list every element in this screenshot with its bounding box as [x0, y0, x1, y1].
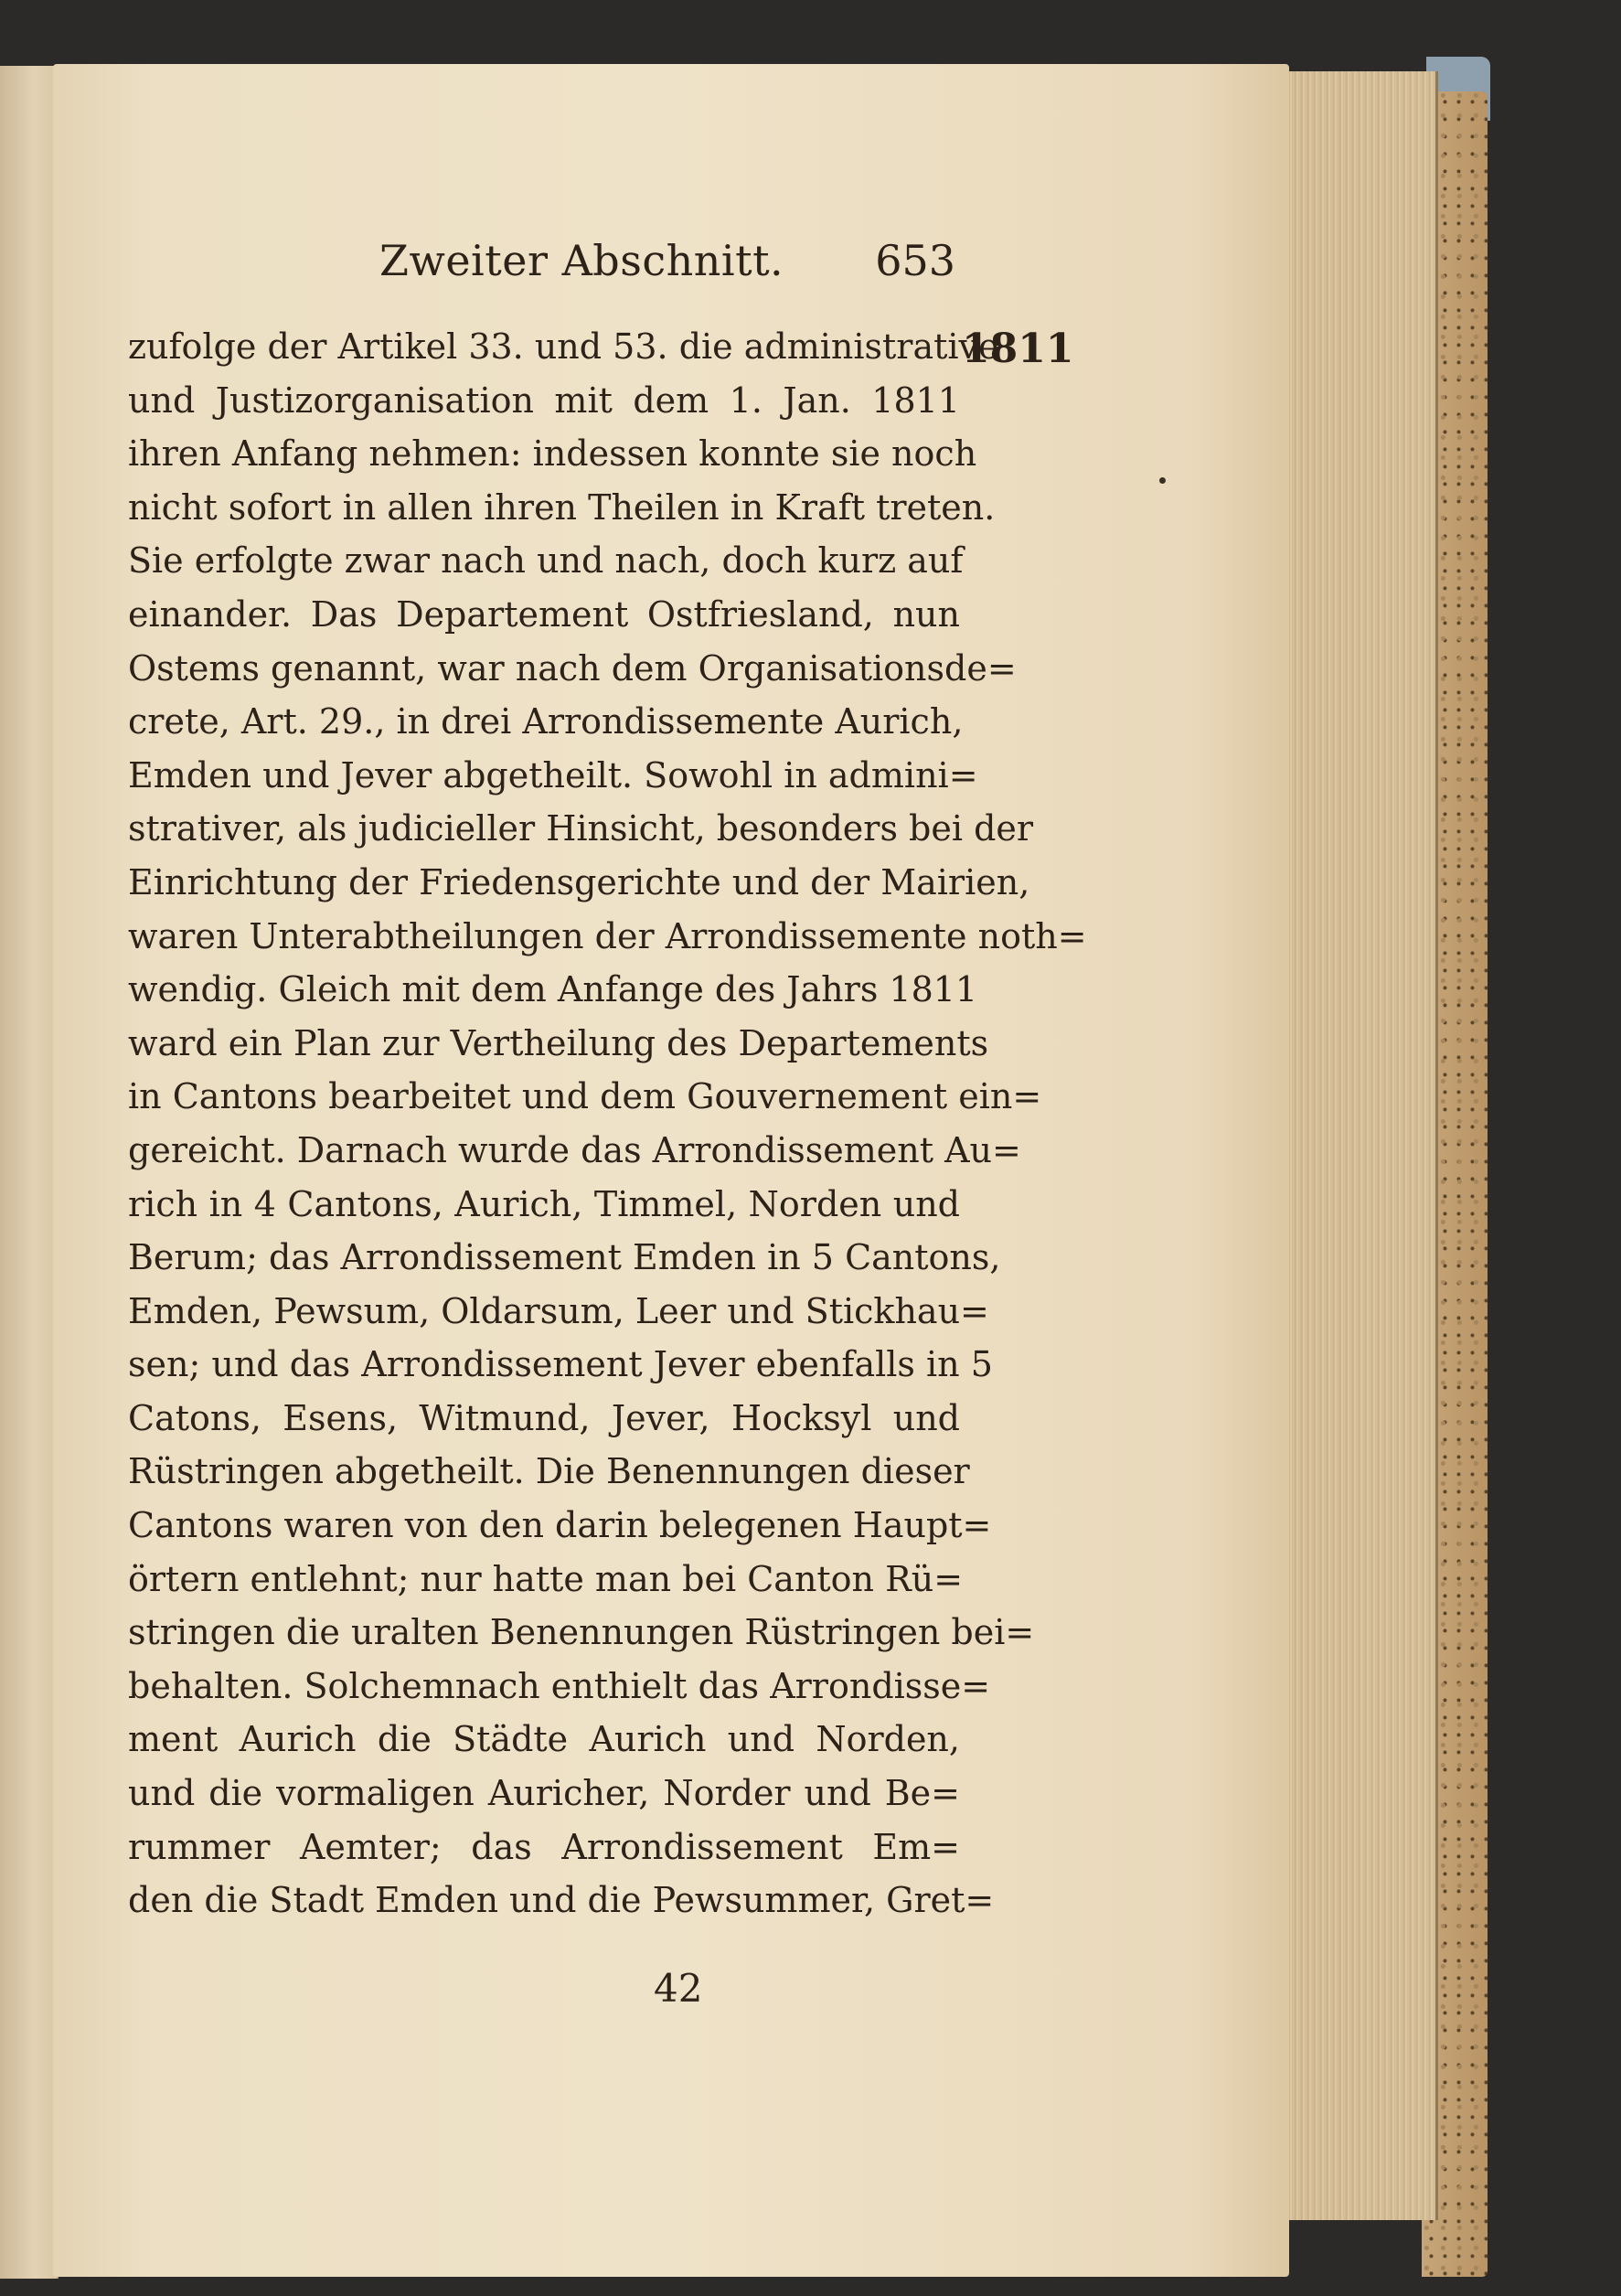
text-line: Emden und Jever abgetheilt. Sowohl in admini=	[128, 754, 978, 796]
text-line: gereicht. Darnach wurde das Arrondissement Au=	[128, 1129, 1021, 1170]
text-line: crete, Art. 29., in drei Arrondissemente Aurich,	[128, 701, 964, 742]
text-line: ment Aurich die Städte Aurich und Norden,	[128, 1719, 960, 1760]
text-line: und Justizorganisation mit dem 1. Jan. 1811	[128, 379, 960, 421]
text-line: ihren Anfang nehmen: indessen konnte sie noch	[128, 433, 977, 475]
text-line: Cantons waren von den darin belegenen Haupt=	[128, 1505, 992, 1546]
text-line: Emden, Pewsum, Oldarsum, Leer und Stickhau=	[128, 1290, 989, 1331]
signature-mark: 42	[654, 1966, 703, 2011]
text-line: Einrichtung der Friedensgerichte und der Mairien,	[128, 861, 1030, 902]
running-title: Zweiter Abschnitt.	[379, 236, 784, 285]
text-line: und die vormaligen Auricher, Norder und Be=	[128, 1773, 960, 1814]
text-line: waren Unterabtheilungen der Arrondissemente noth=	[128, 915, 1087, 956]
text-line: den die Stadt Emden und die Pewsummer, Gret=	[128, 1880, 995, 1921]
text-line: Sie erfolgte zwar nach und nach, doch kurz auf	[128, 540, 964, 582]
text-line: in Cantons bearbeitet und dem Gouvernement ein=	[128, 1076, 1042, 1117]
ink-speck	[1159, 477, 1166, 484]
text-line: rich in 4 Cantons, Aurich, Timmel, Norden und	[128, 1183, 960, 1224]
text-line: sen; und das Arrondissement Jever ebenfalls in 5	[128, 1344, 993, 1385]
text-line: Catons, Esens, Witmund, Jever, Hocksyl und	[128, 1397, 960, 1438]
text-line: Rüstringen abgetheilt. Die Benennungen dieser	[128, 1451, 970, 1492]
page-header	[123, 236, 955, 300]
text-line: ward ein Plan zur Vertheilung des Departements	[128, 1022, 989, 1063]
text-line: Ostems genannt, war nach dem Organisationsde=	[128, 647, 1017, 689]
text-line: strativer, als judicieller Hinsicht, besonders bei der	[128, 808, 1034, 849]
text-line: nicht sofort in allen ihren Theilen in Kraft treten.	[128, 486, 996, 528]
page-number: 653	[875, 236, 955, 285]
text-line: zufolge der Artikel 33. und 53. die administrative	[128, 326, 999, 367]
text-line: einander. Das Departement Ostfriesland, nun	[128, 593, 960, 635]
text-line: wendig. Gleich mit dem Anfange des Jahrs 1811	[128, 969, 978, 1010]
previous-page-edge	[0, 66, 59, 2279]
page-edges-stack	[1280, 71, 1438, 2220]
body-text	[128, 320, 1087, 1928]
text-line: rummer Aemter; das Arrondissement Em=	[128, 1826, 960, 1867]
text-line: örtern entlehnt; nur hatte man bei Canton Rü=	[128, 1558, 964, 1599]
text-line: behalten. Solchemnach enthielt das Arrondisse=	[128, 1665, 991, 1706]
margin-year-note: 1811	[962, 326, 1074, 372]
text-line: Berum; das Arrondissement Emden in 5 Cantons,	[128, 1237, 1001, 1278]
text-line: stringen die uralten Benennungen Rüstringen bei=	[128, 1612, 1035, 1653]
